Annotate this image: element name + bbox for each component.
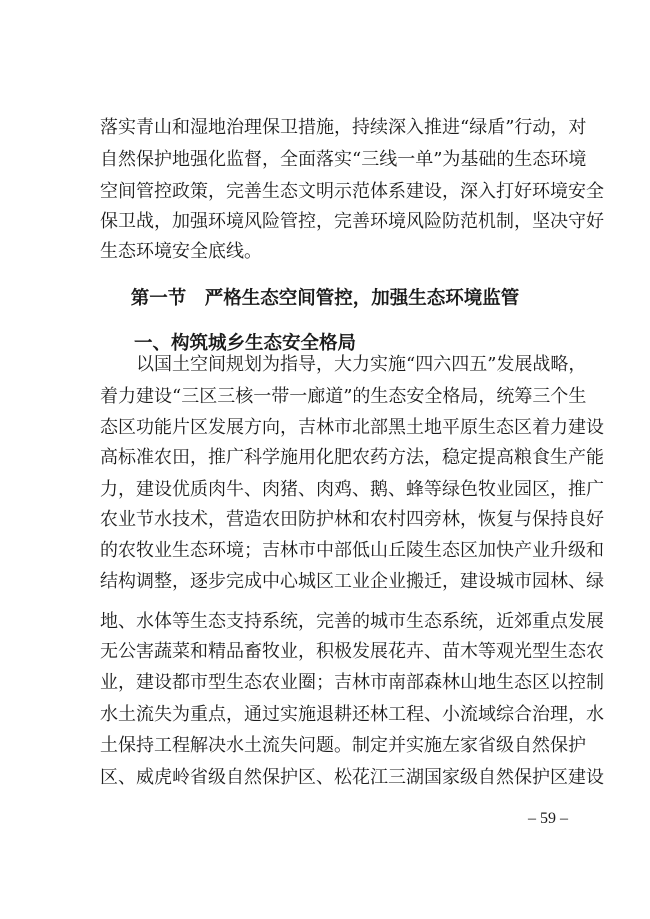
text-line: 土保持工程解决水土流失问题。制定并实施左家省级自然保护 <box>100 735 586 756</box>
page-number: – 59 – <box>528 810 568 827</box>
text-line: 高标准农田，推广科学施用化肥农药方法，稳定提高粮食生产能 <box>100 447 604 468</box>
text-line: 态区功能片区发展方向，吉林市北部黑土地平原生态区着力建设 <box>100 417 604 438</box>
text-line: 保卫战，加强环境风险管控，完善环境风险防范机制，坚决守好 <box>100 211 604 232</box>
text-line: 生态环境安全底线。 <box>100 241 262 262</box>
text-line: 农业节水技术，营造农田防护林和农村四旁林，恢复与保持良好 <box>100 509 604 530</box>
text-line: 空间管控政策，完善生态文明示范体系建设，深入打好环境安全 <box>100 181 604 202</box>
text-line: 结构调整，逐步完成中心城区工业企业搬迁，建设城市园林、绿 <box>100 571 604 592</box>
text-line: 业，建设都市型生态农业圈；吉林市南部森林山地生态区以控制 <box>100 672 604 693</box>
text-line: 无公害蔬菜和精品畜牧业，积极发展花卉、苗木等观光型生态农 <box>100 641 604 662</box>
text-line: 落实青山和湿地治理保卫措施，持续深入推进“绿盾”行动，对 <box>100 117 587 138</box>
text-line: 水土流失为重点，通过实施退耕还林工程、小流域综合治理，水 <box>100 704 604 725</box>
text-line: 的农牧业生态环境；吉林市中部低山丘陵生态区加快产业升级和 <box>100 540 604 561</box>
section-heading: 第一节 严格生态空间管控，加强生态环境监管 <box>130 288 520 309</box>
text-line: 着力建设“三区三核一带一廊道”的生态安全格局，统筹三个生 <box>100 386 587 407</box>
text-line: 力，建设优质肉牛、肉猪、肉鸡、鹅、蜂等绿色牧业园区，推广 <box>100 479 604 500</box>
text-line: 以国土空间规划为指导，大力实施“四六四五”发展战略， <box>136 354 587 375</box>
text-line: 区、威虎岭省级自然保护区、松花江三湖国家级自然保护区建设 <box>100 767 604 788</box>
subheading: 一、构筑城乡生态安全格局 <box>134 333 357 354</box>
text-line: 自然保护地强化监督，全面落实“三线一单”为基础的生态环境 <box>100 149 587 170</box>
text-line: 地、水体等生态支持系统，完善的城市生态系统，近郊重点发展 <box>100 611 604 632</box>
